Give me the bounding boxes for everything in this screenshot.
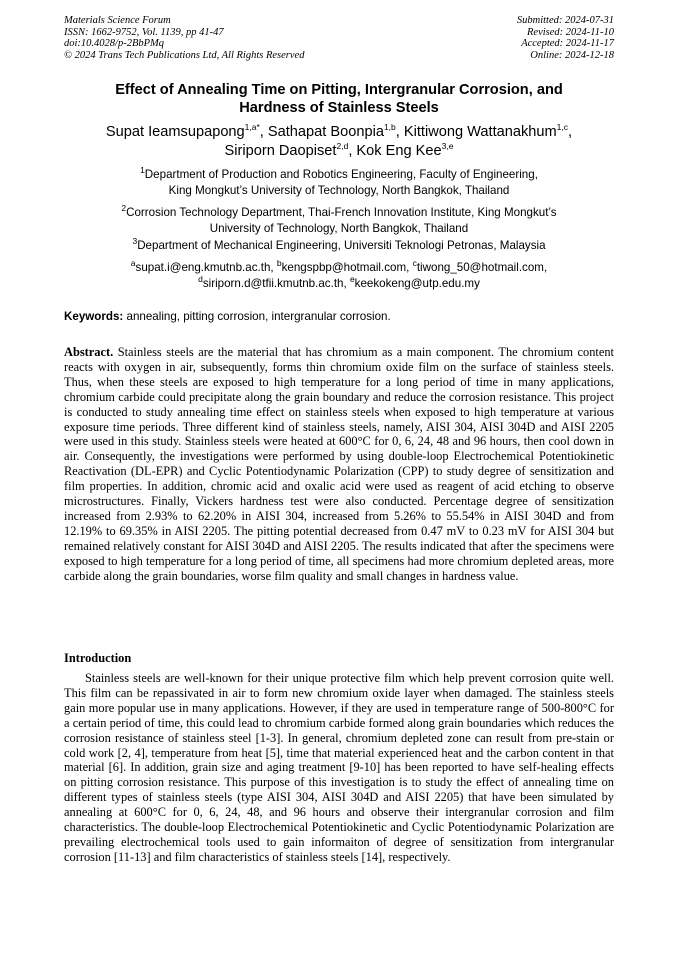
email-link[interactable]: siriporn.d@tfii.kmutnb.ac.th, [202, 276, 350, 290]
paper-title [40, 81, 638, 117]
author-sup: 3,e [441, 141, 454, 152]
email-link[interactable]: kengspbp@hotmail.com, [281, 261, 413, 274]
introduction-paragraph: Stainless steels are well-known for their unique protective film which help prevent corrosion quite well. This film can be repassivated in air to form new chromium oxide layer when damaged. The stainless steels gain more popular use in many applications. However, if they are used in temperature range of 500-800°C for a certain period of time, this could lead to chromium carbide formed along grain boundaries which reduces the corrosion resistance of stainless steel [1-3]. In general, chromium depleted zone can result from pre-stain or cold work [2, 4], temperature from heat [5], time that material experienced heat and the carbon content in that material [6]. In addition, grain size and aging treatment [9-10] has been reported to have self-healing effects on pitting corrosion resistance. This purpose of this investigation is to study the effect of annealing time on different types of stainless steels (type AISI 304, AISI 304D and AISI 2205) that have been simulated by annealing at 600°C for 0, 6, 24, 48, and 96 hours and observe their intergranular corrosion and film characteristics. The double-loop Electrochemical Potentiokinetic and Cyclic Potentiodynamic Polarization are prevailing electrochemical tools used to gain informaiton of degree of sensitization from intergranular corrosion [11-13] and film characteristics of stainless steels [14], respectively. [64, 671, 614, 864]
author-list [40, 123, 638, 161]
author-name: Kok Eng Kee [356, 143, 442, 159]
author-line-1: Supat Ieamsupapong$^{1,a*}$, Sathapat Boonpia$^{1,b}$, Kittiwong Wattanakhum$^{1,c}$, [105, 122, 573, 140]
title-line-2: Hardness of Stainless Steels [239, 100, 439, 116]
email-list: $^a$supat.i@eng.kmutnb.ac.th, $^b$kengspbp@hotmail.com, $^c$tiwong_50@hotmail.com, $^d$siriporn.d@tfii.kmutnb.ac.th, $^e$keekokeng@utp.edu.my [130, 258, 548, 290]
email-link[interactable]: tiwong_50@hotmail.com, [416, 261, 548, 274]
submitted-date: Submitted: 2024-07-31 [516, 15, 614, 26]
author-name: Kittiwong Wattanakhum [403, 124, 557, 140]
author-name: Siriporn Daopiset [224, 143, 337, 159]
doi: doi:10.4028/p-2BbPMq [64, 38, 165, 50]
publication-dates [517, 15, 614, 61]
author-name: Sathapat Boonpia [267, 124, 384, 140]
author-name: Supat Ieamsupapong [105, 124, 245, 140]
journal-name: Materials Science Forum [64, 15, 171, 26]
affiliation-3: $^3$Department of Mechanical Engineering, Universiti Teknologi Petronas, Malaysia [132, 236, 546, 252]
online-date: Online: 2024-12-18 [530, 49, 614, 61]
abstract [64, 345, 614, 584]
email-link[interactable]: supat.i@eng.kmutnb.ac.th, [135, 261, 277, 274]
author-sup: 1,c [556, 122, 568, 133]
keywords-text: annealing, pitting corrosion, intergranular corrosion. [123, 310, 391, 323]
copyright: © 2024 Trans Tech Publications Ltd, All Rights Reserved [64, 49, 305, 61]
email-link[interactable]: keekokeng@utp.edu.my [354, 276, 480, 290]
title-line-1: Effect of Annealing Time on Pitting, Intergranular Corrosion, and [115, 82, 563, 98]
issn-volume: ISSN: 1662-9752, Vol. 1139, pp 41-47 [64, 26, 224, 38]
abstract-text: Stainless steels are the material that has chromium as a main component. The chromium content reacts with oxygen in air, subsequently, forms thin chromium oxide film on the surface of stainless steels. Thus, when these steels are exposed to high temperature for a long period of time in many applications, chromium carbide could precipitate along the grain boundary and reduce the corrosion resistance. This project is conducted to study annealing time effect on stainless steels when exposed to high temperature at various exposure time periods. Three different kind of stainless steels, namely, AISI 304, AISI 304D and AISI 2205 were used in this study. Stainless steels were heated at 600°C for 0, 6, 24, 48 and 96 hours, then cool down in air. Consequently, the investigations were performed by using double-loop Electrochemical Potentiokinetic Reactivation (DL-EPR) and Cyclic Potentiodynamic Polarization (CPP) to study degree of sensitization and film properties. In addition, chromic acid and oxalic acid were used as reagent of acid etching to observe microstructures. Finally, Vickers hardness test were also conducted. Percentage degree of sensitization increased from 2.93% to 62.20% in AISI 304, increased from 5.26% to 55.54% in AISI 304D and from 12.19% to 69.35% in AISI 2205. The pitting potential decreased from 0.47 mV to 0.23 mV for AISI 304 but remained relatively constant for AISI 304D and AISI 2205. The results indicated that after the specimens were exposed to high temperature for a long period of time, all specimens had more chromium depleted areas, more carbide along the grain boundaries, worse film quality and small changes in hardness value. [64, 345, 614, 583]
author-sup: 1,b [383, 122, 396, 133]
revised-date: Revised: 2024-11-10 [527, 26, 614, 38]
author-line-2: Siriporn Daopiset$^{2,d}$, Kok Eng Kee$^{3,e}$ [224, 141, 454, 159]
journal-info [64, 15, 304, 61]
author-sup: 1,a* [244, 122, 260, 133]
affiliation-2: $^2$Corrosion Technology Department, Thai-French Innovation Institute, King Mongkut’s University of Technology, North Bangkok, Thailand [121, 203, 557, 235]
accepted-date: Accepted: 2024-11-17 [521, 38, 614, 50]
section-heading-introduction: Introduction [64, 651, 132, 665]
abstract-label: Abstract. [64, 345, 114, 359]
affiliation-1: $^1$Department of Production and Robotics Engineering, Faculty of Engineering, King Mongkut’s University of Technology, North Bangkok, Thailand [140, 165, 538, 197]
keywords-label: Keywords: [64, 310, 124, 323]
keywords [64, 310, 391, 324]
author-sup: 2,d [336, 141, 349, 152]
